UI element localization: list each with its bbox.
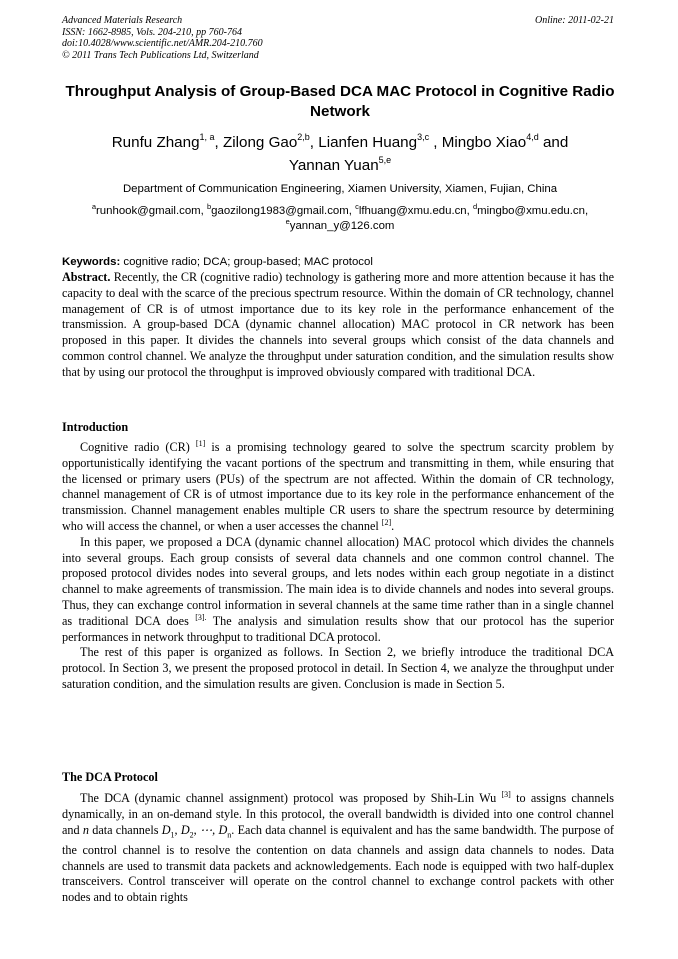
paragraph: [62, 791, 614, 906]
author-name: Lianfen Huang: [318, 134, 418, 151]
text-run: is a promising technology geared to solve the spectrum scarcity problem by opportunistically identifying the vacant portions of the spectrum and transmitting in them, while ensuring that the licensed or primary users (PUs) of the spectrum are not affected. Within the domain of CR technology, channel management of CR is of utmost importance due to its key role in the performance enhancement of the transmission. Channel management enables multiple CR users to share the spectrum resource by determining who will access the channel, or when a user accesses the channel: [62, 440, 614, 533]
text-run: Cognitive radio (CR): [80, 440, 196, 454]
citation: [3].: [195, 612, 207, 622]
paper-title: Throughput Analysis of Group-Based DCA MAC Protocol in Cognitive Radio Network: [65, 83, 615, 120]
email-address: yannan_y@126.com: [289, 220, 395, 232]
keywords-label: Keywords:: [62, 256, 121, 268]
abstract-label: Abstract.: [62, 270, 111, 284]
text-run: . Each data channel is equivalent and has the same bandwidth. The purpose of the control channel is to resolve the contention on data channels and assign data channels to nodes. Data channels are used to transmit data packets and acknowledgements. Each node is equipped with two half-duplex transceivers. Control transceiver will operate on the control channel to exchange control packets with other nodes and to obtain rights: [62, 822, 614, 905]
author-sup: 3,c: [417, 132, 430, 142]
text-run: to assigns channels dynamically, in an on-demand style. In this protocol, the overall bandwidth is divided into one control channel and: [62, 791, 614, 837]
keywords: [62, 256, 618, 268]
text-run: .: [391, 518, 395, 533]
author-name: Zilong Gao: [222, 134, 298, 151]
author-sup: 1, a: [199, 132, 215, 142]
journal-doi: doi:10.4028/www.scientific.net/AMR.204-210.760: [62, 38, 263, 50]
email-address: lfhuang@xmu.edu.cn,: [358, 205, 470, 217]
journal-issn: ISSN: 1662-8985, Vols. 204-210, pp 760-764: [62, 26, 242, 38]
paragraph: [62, 535, 614, 646]
author-sup: 4,d: [526, 132, 539, 142]
author-name: Yannan Yuan: [288, 157, 379, 174]
journal-copyright: © 2011 Trans Tech Publications Ltd, Switzerland: [62, 49, 259, 61]
author-name: Runfu Zhang: [111, 134, 200, 151]
paragraph: [62, 440, 614, 535]
text-run: The analysis and simulation results show that our protocol has the superior performances in network throughput to traditional DCA protocol.: [62, 613, 615, 644]
email-list: [62, 204, 618, 234]
section-heading-introduction: Introduction: [62, 420, 129, 434]
online-date: Online: 2011-02-21: [535, 15, 614, 26]
email-address: runhook@gmail.com,: [96, 205, 204, 217]
author-list: Runfu Zhang$^{1, a}$, Zilong Gao$^{2,b}$, Lianfen Huang$^{3,c}$ , Mingbo Xiao$^{4,d}$ and Yannan Yuan$^{5,e}$: [111, 132, 569, 174]
text-run: In this paper, we proposed a DCA (dynamic channel allocation) MAC protocol which divides the channels into several groups. Each group consists of several data channels and one common control channel. The proposed protocol divides nodes into several groups, and lets nodes within each group negotiate in a distinct channel to make agreements of transmission. The main idea is to divide channels and nodes into several groups. Thus, they can exchange control information in several channels at the same time rather than in a single channel as traditional DCA does: [62, 534, 614, 628]
abstract-text: Recently, the CR (cognitive radio) technology is gathering more and more attention because it has the capacity to deal with the scarce of the precious spectrum resource. Within the domain of CR technology, channel management of CR is of utmost importance due to its key role in the performance enhancement of the transmission. A group-based DCA (dynamic channel allocation) MAC protocol in CR network has been proposed in this paper. It divides the channels into several groups which consist of the data channels and common control channel. We analyze the throughput under saturation condition, and the simulation results show that by using our protocol the throughput is improved obviously compared with traditional DCA.: [62, 270, 614, 379]
author-sup: 2,b: [297, 132, 310, 142]
text-run: data channels: [88, 822, 162, 837]
email-address: mingbo@xmu.edu.cn,: [477, 205, 589, 217]
author-name: Mingbo Xiao: [441, 134, 527, 151]
email-sup: e: [285, 217, 290, 226]
citation: [3]: [501, 790, 511, 799]
introduction-body: [62, 440, 614, 693]
text-run: The DCA (dynamic channel assignment) protocol was proposed by Shih-Lin Wu: [80, 791, 502, 805]
citation: [1]: [195, 439, 206, 448]
email-address: gaozilong1983@gmail.com,: [211, 205, 352, 217]
journal-name: Advanced Materials Research: [62, 15, 183, 26]
email-sup: b: [206, 202, 212, 211]
math-channel-list: $D_1$, $D_2$, ⋯, $D_n$: [161, 822, 232, 840]
section-heading-dca: The DCA Protocol: [62, 770, 158, 784]
email-sup: a: [91, 202, 97, 211]
authors-and: and: [542, 134, 569, 151]
abstract: [62, 270, 614, 381]
journal-header: [62, 15, 614, 61]
citation: [2]: [381, 517, 392, 527]
dca-body: [62, 791, 614, 906]
math-n: n: [82, 822, 89, 837]
paragraph: The rest of this paper is organized as follows. In Section 2, we briefly introduce the traditional DCA protocol. In Section 3, we present the proposed protocol in detail. In Section 4, we analyze the throughput under saturation condition, and the simulation results are given. Conclusion is made in Section 5.: [62, 645, 614, 691]
keywords-text: cognitive radio; DCA; group-based; MAC protocol: [123, 256, 373, 268]
author-sup: 5,e: [378, 155, 392, 165]
email-sup: c: [355, 202, 359, 211]
affiliation: Department of Communication Engineering, Xiamen University, Xiamen, Fujian, China: [122, 183, 558, 195]
email-sup: d: [472, 202, 478, 211]
